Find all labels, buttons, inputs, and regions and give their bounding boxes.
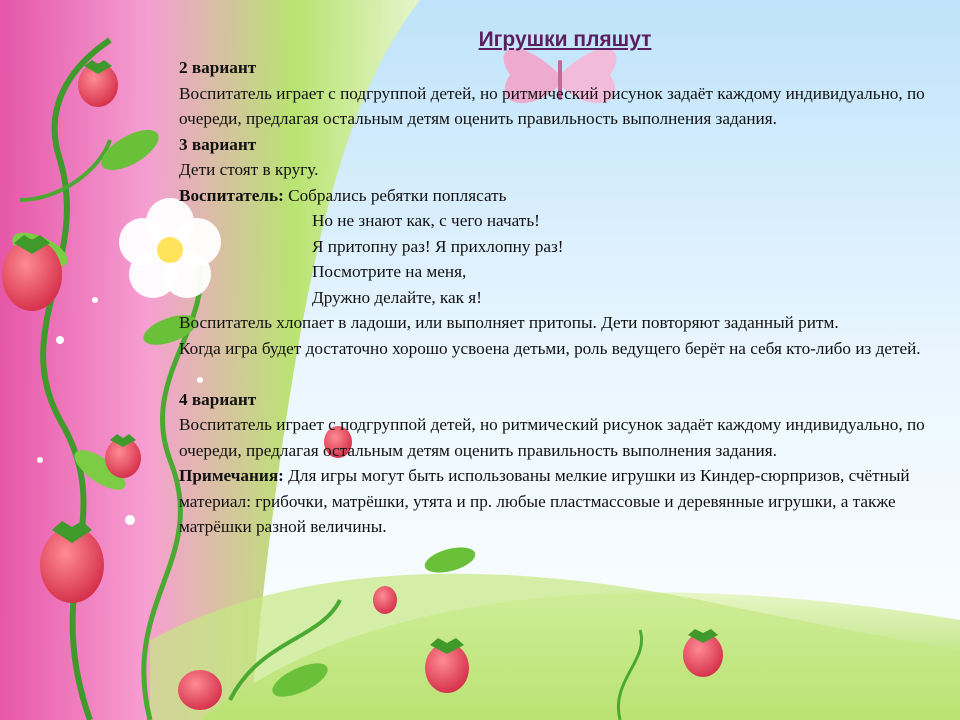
speaker-label: Воспитатель: xyxy=(179,185,284,205)
poem-line-3: Я притопну раз! Я прихлопну раз! xyxy=(312,236,564,256)
document-body xyxy=(179,55,939,540)
poem-line-1 xyxy=(179,183,939,209)
variant-3-text-2: Когда игра будет достаточно хорошо усвоена детьми, роль ведущего берёт на себя кто-либо из детей. xyxy=(179,338,921,358)
variant-3-heading: 3 вариант xyxy=(179,134,257,154)
variant-2-text: Воспитатель играет с подгруппой детей, но ритмический рисунок задаёт каждому индивидуально, по очереди, предлагая остальным детям оценить правильность выполнения задания. xyxy=(179,83,925,128)
variant-3-intro: Дети стоят в кругу. xyxy=(179,160,319,179)
variant-4-heading: 4 вариант xyxy=(179,389,257,409)
variant-3-text-1: Воспитатель хлопает в ладоши, или выполняет притопы. Дети повторяют заданный ритм. xyxy=(179,313,839,332)
poem-line-2: Но не знают как, с чего начать! xyxy=(312,211,540,230)
page-title: Игрушки пляшут xyxy=(478,28,652,51)
poem-line-4: Посмотрите на меня, xyxy=(312,262,467,281)
poem-text-1: Собрались ребятки поплясать xyxy=(288,185,507,205)
note-paragraph xyxy=(179,463,939,540)
note-label: Примечания: xyxy=(179,466,284,485)
note-text: Для игры могут быть использованы мелкие игрушки из Киндер-сюрпризов, счётный материал: грибочки, матрёшки, утята и пр. любые пластмассовые и деревянные игрушки, а также матрёшки разной величины. xyxy=(179,466,910,536)
variant-2-heading: 2 вариант xyxy=(179,58,257,77)
paragraph-gap xyxy=(179,361,939,387)
poem-line-5: Дружно делайте, как я! xyxy=(312,287,482,307)
variant-4-text: Воспитатель играет с подгруппой детей, но ритмический рисунок задаёт каждому индивидуально, по очереди, предлагая остальным детям оценить правильность выполнения задания. xyxy=(179,415,925,460)
